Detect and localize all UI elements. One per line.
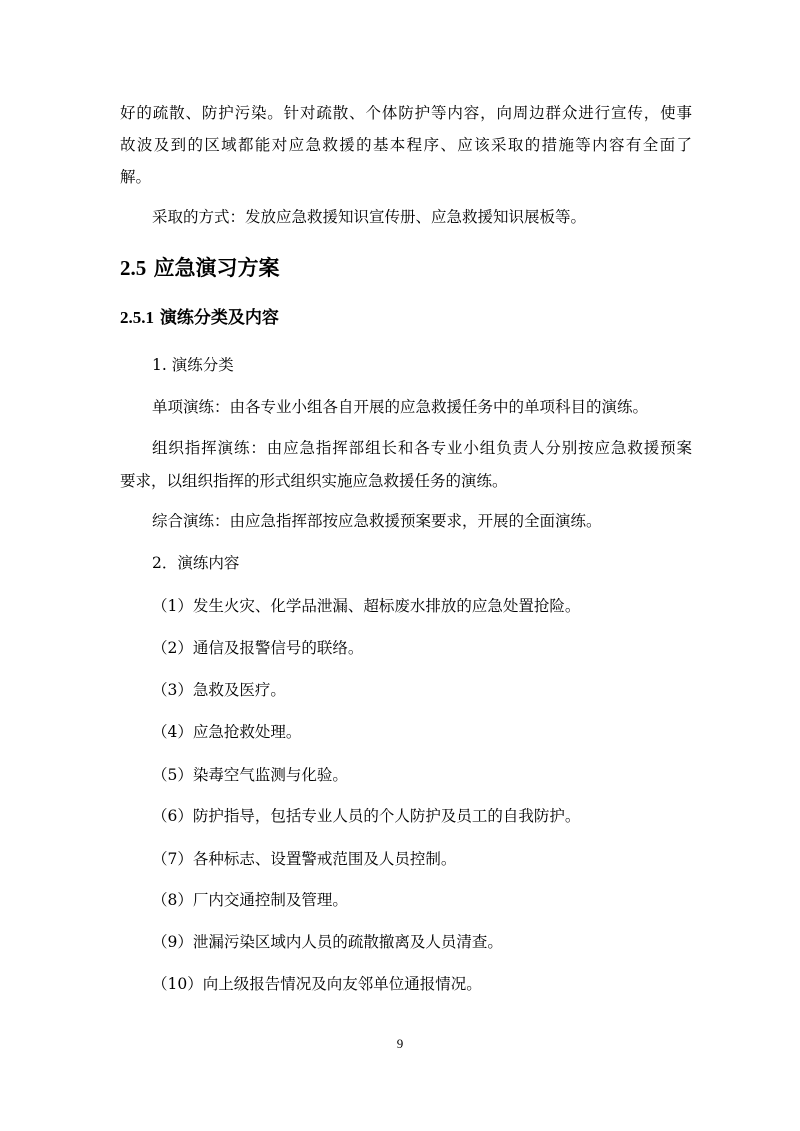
paragraph-line: 解。 xyxy=(120,168,152,186)
page-number: 9 xyxy=(396,1036,404,1051)
classification-heading: 1. 演练分类 xyxy=(152,356,234,374)
list-item: （6）防护指导，包括专业人员的个人防护及员工的自我防护。 xyxy=(152,807,581,825)
section-number: 2.5 xyxy=(120,256,147,280)
list-item: （4）应急抢救处理。 xyxy=(152,723,302,741)
list-item: （2）通信及报警信号的联络。 xyxy=(152,639,364,657)
subsection-title: 演练分类及内容 xyxy=(159,308,279,328)
command-drill-line: 要求，以组织指挥的形式组织实施应急救援任务的演练。 xyxy=(120,472,508,490)
section-heading xyxy=(120,254,280,282)
list-item: （8）厂内交通控制及管理。 xyxy=(152,891,348,909)
method-paragraph: 采取的方式：发放应急救援知识宣传册、应急救援知识展板等。 xyxy=(152,208,587,226)
paragraph-line: 好的疏散、防护污染。针对疏散、个体防护等内容，向周边群众进行宣传，使事 xyxy=(120,104,692,122)
section-title: 应急演习方案 xyxy=(153,255,280,280)
paragraph-line: 故波及到的区域都能对应急救援的基本程序、应该采取的措施等内容有全面了 xyxy=(120,136,692,154)
single-drill-paragraph: 单项演练：由各专业小组各自开展的应急救援任务中的单项科目的演练。 xyxy=(152,398,649,416)
list-item: （7）各种标志、设置警戒范围及人员控制。 xyxy=(152,850,457,868)
subsection-number: 2.5.1 xyxy=(120,308,154,327)
list-item: （9）泄漏污染区域内人员的疏散撤离及人员清查。 xyxy=(152,933,503,951)
command-drill-line: 组织指挥演练：由应急指挥部组长和各专业小组负责人分别按应急救援预案 xyxy=(152,439,692,457)
list-item: （5）染毒空气监测与化验。 xyxy=(152,766,348,784)
content-heading: 2．演练内容 xyxy=(152,554,240,572)
list-item: （10）向上级报告情况及向友邻单位通报情况。 xyxy=(152,975,482,993)
comprehensive-drill-paragraph: 综合演练：由应急指挥部按应急救援预案要求，开展的全面演练。 xyxy=(152,512,602,530)
list-item: （3）急救及医疗。 xyxy=(152,681,286,699)
list-item: （1）发生火灾、化学品泄漏、超标废水排放的应急处置抢险。 xyxy=(152,597,581,615)
subsection-heading xyxy=(120,306,279,330)
